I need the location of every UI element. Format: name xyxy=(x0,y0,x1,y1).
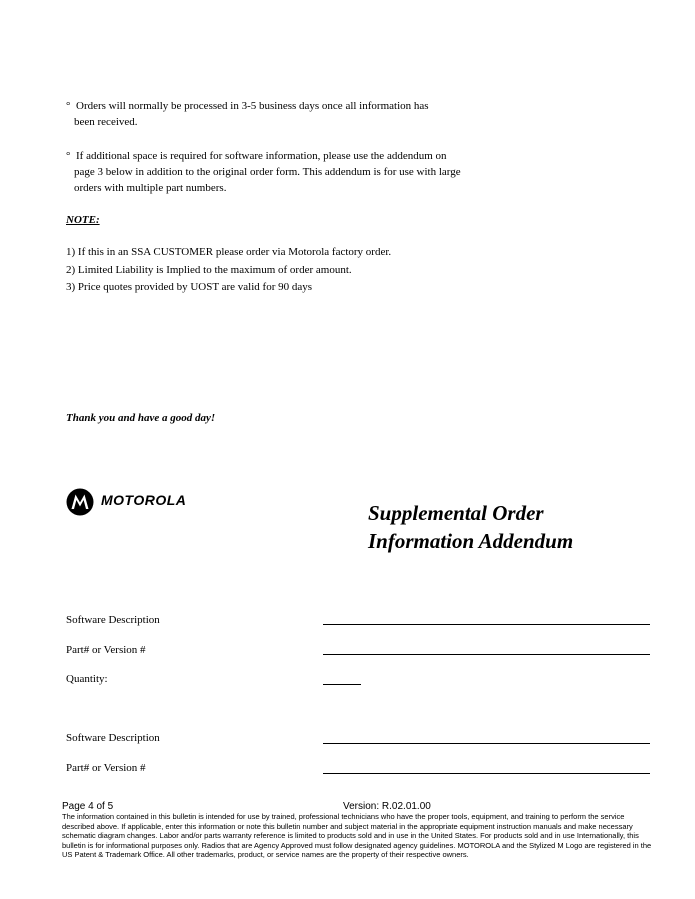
version-number: Version: R.02.01.00 xyxy=(343,801,431,812)
bullet-line: orders with multiple part numbers. xyxy=(74,182,227,194)
note-item: 2) Limited Liability is Implied to the maximum of order amount. xyxy=(66,264,352,276)
software-description-field[interactable] xyxy=(323,624,650,625)
field-label-software-description: Software Description xyxy=(66,614,160,626)
field-label-software-description-2: Software Description xyxy=(66,732,160,744)
bullet-addendum-info xyxy=(66,148,506,196)
note-heading: NOTE: xyxy=(66,214,100,226)
part-version-field[interactable] xyxy=(323,654,650,655)
title-line-2: Information Addendum xyxy=(368,529,574,553)
software-description-field-2[interactable] xyxy=(323,743,650,744)
bullet-line: page 3 below in addition to the original order form. This addendum is for use with large xyxy=(74,166,461,178)
motorola-logo xyxy=(66,488,226,518)
field-label-quantity: Quantity: xyxy=(66,673,108,685)
closing-message: Thank you and have a good day! xyxy=(66,412,216,424)
logo-wordmark: MOTOROLA xyxy=(101,492,187,508)
motorola-batwing-icon xyxy=(66,488,94,516)
note-item: 3) Price quotes provided by UOST are valid for 90 days xyxy=(66,281,313,293)
field-label-part-version-2: Part# or Version # xyxy=(66,762,146,774)
bullet-line: been received. xyxy=(74,116,138,128)
bullet-symbol: ° xyxy=(66,150,71,162)
note-item: 1) If this in an SSA CUSTOMER please order via Motorola factory order. xyxy=(66,246,392,258)
quantity-field[interactable] xyxy=(323,684,361,685)
field-label-part-version: Part# or Version # xyxy=(66,644,146,656)
page-number: Page 4 of 5 xyxy=(62,801,114,812)
part-version-field-2[interactable] xyxy=(323,773,650,774)
title-line-1: Supplemental Order xyxy=(368,501,544,525)
bullet-processing-time xyxy=(66,98,506,130)
document-title xyxy=(368,499,573,555)
bullet-line: If additional space is required for software information, please use the addendum on xyxy=(76,150,447,162)
legal-disclaimer: The information contained in this bulletin is intended for use by trained, professional technicians who have the proper tools, equipment, and training to perform the service described above. If applicable, enter this information or note this bulletin number and subject material in the appropriate equipment instruction manuals and make necessary schematic diagram changes. Labor and/or parts warranty reference is limited to products sold and in use in the United States. For products sold and in use Internationally, this bulletin is for informational purposes only. Radios that are Agency Approved must follow designated agency guidelines. MOTOROLA and the Stylized M Logo are registered in the US Patent & Trademark Office. All other trademarks, product, or service names are the property of their respective owners. xyxy=(62,812,652,859)
bullet-line: Orders will normally be processed in 3-5 business days once all information has xyxy=(76,100,429,112)
bullet-symbol: ° xyxy=(66,100,71,112)
